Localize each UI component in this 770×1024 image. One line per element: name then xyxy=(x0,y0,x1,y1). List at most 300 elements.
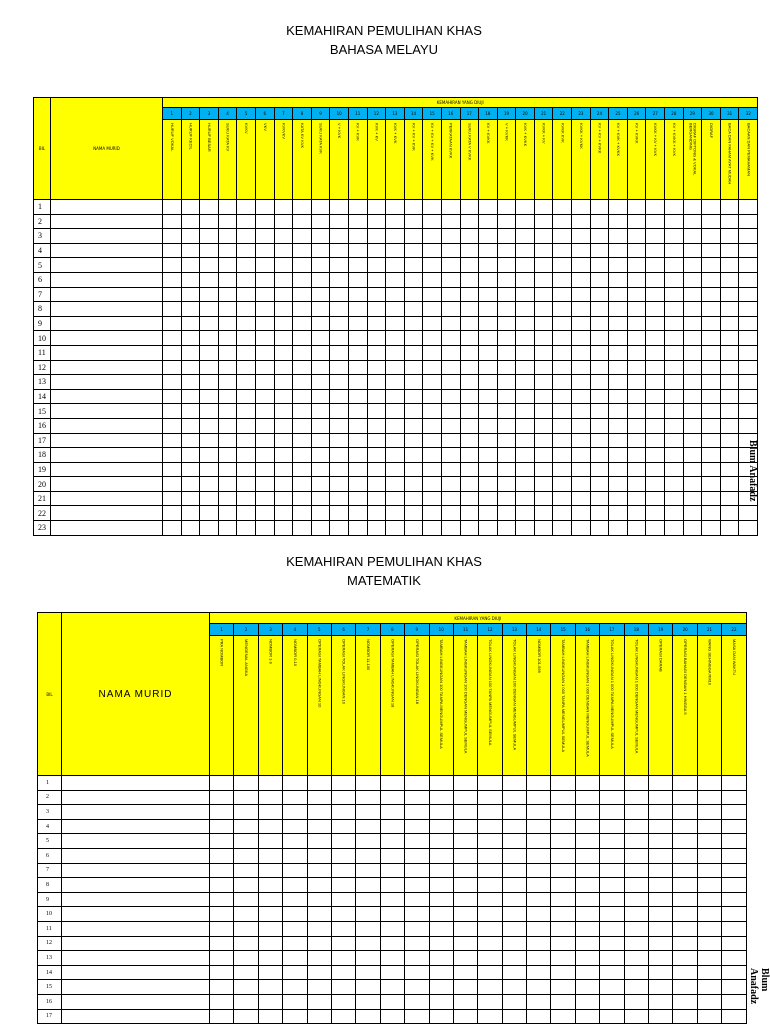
skill-mark-cell[interactable] xyxy=(460,506,479,521)
skill-mark-cell[interactable] xyxy=(255,258,274,273)
student-name-cell[interactable] xyxy=(51,491,163,506)
skill-mark-cell[interactable] xyxy=(331,907,355,922)
skill-mark-cell[interactable] xyxy=(478,776,502,791)
skill-mark-cell[interactable] xyxy=(441,418,460,433)
student-name-cell[interactable] xyxy=(51,462,163,477)
skill-mark-cell[interactable] xyxy=(649,863,673,878)
student-name-cell[interactable] xyxy=(62,776,210,791)
skill-mark-cell[interactable] xyxy=(649,1009,673,1024)
student-name-cell[interactable] xyxy=(62,1009,210,1024)
skill-mark-cell[interactable] xyxy=(646,316,665,331)
skill-mark-cell[interactable] xyxy=(386,229,405,244)
skill-mark-cell[interactable] xyxy=(274,462,293,477)
skill-mark-cell[interactable] xyxy=(307,907,331,922)
skill-mark-cell[interactable] xyxy=(534,404,553,419)
skill-mark-cell[interactable] xyxy=(478,921,502,936)
skill-mark-cell[interactable] xyxy=(405,776,429,791)
skill-mark-cell[interactable] xyxy=(404,287,423,302)
skill-mark-cell[interactable] xyxy=(405,878,429,893)
skill-mark-cell[interactable] xyxy=(527,776,551,791)
skill-mark-cell[interactable] xyxy=(331,834,355,849)
skill-mark-cell[interactable] xyxy=(739,302,758,317)
skill-mark-cell[interactable] xyxy=(551,921,575,936)
skill-mark-cell[interactable] xyxy=(516,331,535,346)
skill-mark-cell[interactable] xyxy=(237,491,256,506)
skill-mark-cell[interactable] xyxy=(331,936,355,951)
skill-mark-cell[interactable] xyxy=(234,776,258,791)
skill-mark-cell[interactable] xyxy=(575,805,599,820)
skill-mark-cell[interactable] xyxy=(683,229,702,244)
skill-mark-cell[interactable] xyxy=(646,287,665,302)
skill-mark-cell[interactable] xyxy=(293,316,312,331)
skill-mark-cell[interactable] xyxy=(453,994,477,1009)
skill-mark-cell[interactable] xyxy=(348,433,367,448)
skill-mark-cell[interactable] xyxy=(255,389,274,404)
skill-mark-cell[interactable] xyxy=(163,200,182,215)
skill-mark-cell[interactable] xyxy=(697,819,721,834)
skill-mark-cell[interactable] xyxy=(386,214,405,229)
skill-mark-cell[interactable] xyxy=(609,229,628,244)
skill-mark-cell[interactable] xyxy=(572,258,591,273)
skill-mark-cell[interactable] xyxy=(356,936,380,951)
skill-mark-cell[interactable] xyxy=(479,272,498,287)
skill-mark-cell[interactable] xyxy=(478,907,502,922)
skill-mark-cell[interactable] xyxy=(665,345,684,360)
skill-mark-cell[interactable] xyxy=(624,965,648,980)
skill-mark-cell[interactable] xyxy=(665,389,684,404)
skill-mark-cell[interactable] xyxy=(720,287,739,302)
skill-mark-cell[interactable] xyxy=(429,994,453,1009)
skill-mark-cell[interactable] xyxy=(478,863,502,878)
skill-mark-cell[interactable] xyxy=(497,521,516,536)
skill-mark-cell[interactable] xyxy=(609,345,628,360)
skill-mark-cell[interactable] xyxy=(307,921,331,936)
skill-mark-cell[interactable] xyxy=(502,994,526,1009)
skill-mark-cell[interactable] xyxy=(460,287,479,302)
skill-mark-cell[interactable] xyxy=(293,229,312,244)
skill-mark-cell[interactable] xyxy=(479,418,498,433)
skill-mark-cell[interactable] xyxy=(624,878,648,893)
skill-mark-cell[interactable] xyxy=(553,462,572,477)
skill-mark-cell[interactable] xyxy=(720,375,739,390)
skill-mark-cell[interactable] xyxy=(218,462,237,477)
skill-mark-cell[interactable] xyxy=(627,258,646,273)
skill-mark-cell[interactable] xyxy=(210,907,234,922)
skill-mark-cell[interactable] xyxy=(553,521,572,536)
skill-mark-cell[interactable] xyxy=(181,287,200,302)
skill-mark-cell[interactable] xyxy=(479,477,498,492)
skill-mark-cell[interactable] xyxy=(527,848,551,863)
skill-mark-cell[interactable] xyxy=(386,331,405,346)
skill-mark-cell[interactable] xyxy=(258,834,282,849)
skill-mark-cell[interactable] xyxy=(527,790,551,805)
student-name-cell[interactable] xyxy=(51,243,163,258)
skill-mark-cell[interactable] xyxy=(356,834,380,849)
skill-mark-cell[interactable] xyxy=(516,418,535,433)
skill-mark-cell[interactable] xyxy=(627,389,646,404)
skill-mark-cell[interactable] xyxy=(702,243,721,258)
skill-mark-cell[interactable] xyxy=(600,980,624,995)
skill-mark-cell[interactable] xyxy=(237,316,256,331)
skill-mark-cell[interactable] xyxy=(405,936,429,951)
skill-mark-cell[interactable] xyxy=(697,848,721,863)
student-name-cell[interactable] xyxy=(51,418,163,433)
skill-mark-cell[interactable] xyxy=(502,980,526,995)
skill-mark-cell[interactable] xyxy=(331,965,355,980)
skill-mark-cell[interactable] xyxy=(627,506,646,521)
skill-mark-cell[interactable] xyxy=(429,951,453,966)
skill-mark-cell[interactable] xyxy=(404,506,423,521)
skill-mark-cell[interactable] xyxy=(646,214,665,229)
skill-mark-cell[interactable] xyxy=(479,302,498,317)
skill-mark-cell[interactable] xyxy=(331,980,355,995)
skill-mark-cell[interactable] xyxy=(502,892,526,907)
skill-mark-cell[interactable] xyxy=(367,433,386,448)
skill-mark-cell[interactable] xyxy=(163,214,182,229)
skill-mark-cell[interactable] xyxy=(404,258,423,273)
skill-mark-cell[interactable] xyxy=(380,994,404,1009)
skill-mark-cell[interactable] xyxy=(330,200,349,215)
skill-mark-cell[interactable] xyxy=(404,214,423,229)
skill-mark-cell[interactable] xyxy=(590,418,609,433)
skill-mark-cell[interactable] xyxy=(453,848,477,863)
skill-mark-cell[interactable] xyxy=(497,200,516,215)
skill-mark-cell[interactable] xyxy=(404,477,423,492)
skill-mark-cell[interactable] xyxy=(356,819,380,834)
skill-mark-cell[interactable] xyxy=(551,805,575,820)
skill-mark-cell[interactable] xyxy=(423,404,442,419)
skill-mark-cell[interactable] xyxy=(479,360,498,375)
skill-mark-cell[interactable] xyxy=(441,389,460,404)
skill-mark-cell[interactable] xyxy=(553,287,572,302)
skill-mark-cell[interactable] xyxy=(380,790,404,805)
skill-mark-cell[interactable] xyxy=(441,229,460,244)
skill-mark-cell[interactable] xyxy=(665,258,684,273)
skill-mark-cell[interactable] xyxy=(527,834,551,849)
skill-mark-cell[interactable] xyxy=(218,229,237,244)
skill-mark-cell[interactable] xyxy=(423,272,442,287)
skill-mark-cell[interactable] xyxy=(404,331,423,346)
skill-mark-cell[interactable] xyxy=(739,375,758,390)
skill-mark-cell[interactable] xyxy=(702,418,721,433)
skill-mark-cell[interactable] xyxy=(404,229,423,244)
skill-mark-cell[interactable] xyxy=(702,521,721,536)
skill-mark-cell[interactable] xyxy=(649,790,673,805)
skill-mark-cell[interactable] xyxy=(210,980,234,995)
skill-mark-cell[interactable] xyxy=(200,258,219,273)
skill-mark-cell[interactable] xyxy=(575,848,599,863)
skill-mark-cell[interactable] xyxy=(590,360,609,375)
skill-mark-cell[interactable] xyxy=(720,200,739,215)
skill-mark-cell[interactable] xyxy=(181,360,200,375)
skill-mark-cell[interactable] xyxy=(527,1009,551,1024)
skill-mark-cell[interactable] xyxy=(356,790,380,805)
skill-mark-cell[interactable] xyxy=(330,272,349,287)
skill-mark-cell[interactable] xyxy=(575,892,599,907)
skill-mark-cell[interactable] xyxy=(163,418,182,433)
skill-mark-cell[interactable] xyxy=(404,389,423,404)
skill-mark-cell[interactable] xyxy=(386,345,405,360)
student-name-cell[interactable] xyxy=(62,863,210,878)
skill-mark-cell[interactable] xyxy=(590,477,609,492)
skill-mark-cell[interactable] xyxy=(367,243,386,258)
skill-mark-cell[interactable] xyxy=(367,331,386,346)
skill-mark-cell[interactable] xyxy=(646,404,665,419)
skill-mark-cell[interactable] xyxy=(551,819,575,834)
skill-mark-cell[interactable] xyxy=(479,345,498,360)
skill-mark-cell[interactable] xyxy=(673,965,697,980)
skill-mark-cell[interactable] xyxy=(665,272,684,287)
skill-mark-cell[interactable] xyxy=(348,375,367,390)
skill-mark-cell[interactable] xyxy=(497,462,516,477)
skill-mark-cell[interactable] xyxy=(551,863,575,878)
skill-mark-cell[interactable] xyxy=(627,433,646,448)
skill-mark-cell[interactable] xyxy=(330,404,349,419)
skill-mark-cell[interactable] xyxy=(311,375,330,390)
skill-mark-cell[interactable] xyxy=(624,907,648,922)
skill-mark-cell[interactable] xyxy=(609,506,628,521)
skill-mark-cell[interactable] xyxy=(627,521,646,536)
skill-mark-cell[interactable] xyxy=(551,1009,575,1024)
skill-mark-cell[interactable] xyxy=(423,433,442,448)
skill-mark-cell[interactable] xyxy=(516,214,535,229)
skill-mark-cell[interactable] xyxy=(720,418,739,433)
skill-mark-cell[interactable] xyxy=(386,418,405,433)
skill-mark-cell[interactable] xyxy=(386,448,405,463)
skill-mark-cell[interactable] xyxy=(609,375,628,390)
skill-mark-cell[interactable] xyxy=(311,229,330,244)
skill-mark-cell[interactable] xyxy=(237,331,256,346)
skill-mark-cell[interactable] xyxy=(380,921,404,936)
skill-mark-cell[interactable] xyxy=(423,316,442,331)
skill-mark-cell[interactable] xyxy=(590,375,609,390)
skill-mark-cell[interactable] xyxy=(331,790,355,805)
skill-mark-cell[interactable] xyxy=(478,994,502,1009)
skill-mark-cell[interactable] xyxy=(590,521,609,536)
skill-mark-cell[interactable] xyxy=(181,302,200,317)
skill-mark-cell[interactable] xyxy=(575,1009,599,1024)
skill-mark-cell[interactable] xyxy=(624,819,648,834)
skill-mark-cell[interactable] xyxy=(200,287,219,302)
skill-mark-cell[interactable] xyxy=(624,834,648,849)
skill-mark-cell[interactable] xyxy=(553,433,572,448)
skill-mark-cell[interactable] xyxy=(237,477,256,492)
skill-mark-cell[interactable] xyxy=(624,776,648,791)
skill-mark-cell[interactable] xyxy=(218,214,237,229)
skill-mark-cell[interactable] xyxy=(649,848,673,863)
skill-mark-cell[interactable] xyxy=(181,243,200,258)
skill-mark-cell[interactable] xyxy=(210,819,234,834)
skill-mark-cell[interactable] xyxy=(367,200,386,215)
skill-mark-cell[interactable] xyxy=(665,331,684,346)
skill-mark-cell[interactable] xyxy=(572,521,591,536)
skill-mark-cell[interactable] xyxy=(348,404,367,419)
skill-mark-cell[interactable] xyxy=(330,345,349,360)
skill-mark-cell[interactable] xyxy=(739,258,758,273)
skill-mark-cell[interactable] xyxy=(386,404,405,419)
skill-mark-cell[interactable] xyxy=(255,477,274,492)
skill-mark-cell[interactable] xyxy=(460,477,479,492)
skill-mark-cell[interactable] xyxy=(429,892,453,907)
skill-mark-cell[interactable] xyxy=(405,863,429,878)
skill-mark-cell[interactable] xyxy=(575,819,599,834)
skill-mark-cell[interactable] xyxy=(283,776,307,791)
skill-mark-cell[interactable] xyxy=(441,316,460,331)
skill-mark-cell[interactable] xyxy=(516,258,535,273)
skill-mark-cell[interactable] xyxy=(527,936,551,951)
skill-mark-cell[interactable] xyxy=(649,951,673,966)
skill-mark-cell[interactable] xyxy=(702,345,721,360)
skill-mark-cell[interactable] xyxy=(386,389,405,404)
skill-mark-cell[interactable] xyxy=(646,506,665,521)
skill-mark-cell[interactable] xyxy=(367,258,386,273)
skill-mark-cell[interactable] xyxy=(516,375,535,390)
skill-mark-cell[interactable] xyxy=(665,477,684,492)
skill-mark-cell[interactable] xyxy=(497,418,516,433)
skill-mark-cell[interactable] xyxy=(739,243,758,258)
skill-mark-cell[interactable] xyxy=(307,776,331,791)
skill-mark-cell[interactable] xyxy=(274,389,293,404)
skill-mark-cell[interactable] xyxy=(527,892,551,907)
skill-mark-cell[interactable] xyxy=(274,272,293,287)
skill-mark-cell[interactable] xyxy=(255,272,274,287)
skill-mark-cell[interactable] xyxy=(697,790,721,805)
skill-mark-cell[interactable] xyxy=(441,506,460,521)
skill-mark-cell[interactable] xyxy=(423,331,442,346)
skill-mark-cell[interactable] xyxy=(293,360,312,375)
skill-mark-cell[interactable] xyxy=(255,200,274,215)
skill-mark-cell[interactable] xyxy=(553,404,572,419)
skill-mark-cell[interactable] xyxy=(237,229,256,244)
skill-mark-cell[interactable] xyxy=(553,214,572,229)
skill-mark-cell[interactable] xyxy=(460,418,479,433)
skill-mark-cell[interactable] xyxy=(311,258,330,273)
skill-mark-cell[interactable] xyxy=(600,1009,624,1024)
skill-mark-cell[interactable] xyxy=(722,994,747,1009)
skill-mark-cell[interactable] xyxy=(356,994,380,1009)
skill-mark-cell[interactable] xyxy=(534,506,553,521)
skill-mark-cell[interactable] xyxy=(453,980,477,995)
skill-mark-cell[interactable] xyxy=(404,272,423,287)
skill-mark-cell[interactable] xyxy=(551,965,575,980)
skill-mark-cell[interactable] xyxy=(293,433,312,448)
skill-mark-cell[interactable] xyxy=(720,331,739,346)
skill-mark-cell[interactable] xyxy=(331,878,355,893)
skill-mark-cell[interactable] xyxy=(234,878,258,893)
skill-mark-cell[interactable] xyxy=(590,462,609,477)
skill-mark-cell[interactable] xyxy=(356,848,380,863)
skill-mark-cell[interactable] xyxy=(646,491,665,506)
skill-mark-cell[interactable] xyxy=(386,272,405,287)
skill-mark-cell[interactable] xyxy=(453,878,477,893)
skill-mark-cell[interactable] xyxy=(453,834,477,849)
skill-mark-cell[interactable] xyxy=(423,229,442,244)
skill-mark-cell[interactable] xyxy=(600,790,624,805)
skill-mark-cell[interactable] xyxy=(572,462,591,477)
skill-mark-cell[interactable] xyxy=(572,375,591,390)
skill-mark-cell[interactable] xyxy=(683,360,702,375)
skill-mark-cell[interactable] xyxy=(200,477,219,492)
skill-mark-cell[interactable] xyxy=(218,418,237,433)
skill-mark-cell[interactable] xyxy=(683,389,702,404)
skill-mark-cell[interactable] xyxy=(386,506,405,521)
skill-mark-cell[interactable] xyxy=(673,936,697,951)
skill-mark-cell[interactable] xyxy=(307,805,331,820)
skill-mark-cell[interactable] xyxy=(380,951,404,966)
skill-mark-cell[interactable] xyxy=(553,375,572,390)
skill-mark-cell[interactable] xyxy=(534,345,553,360)
skill-mark-cell[interactable] xyxy=(665,462,684,477)
skill-mark-cell[interactable] xyxy=(572,491,591,506)
skill-mark-cell[interactable] xyxy=(348,418,367,433)
skill-mark-cell[interactable] xyxy=(404,243,423,258)
skill-mark-cell[interactable] xyxy=(218,345,237,360)
skill-mark-cell[interactable] xyxy=(293,448,312,463)
skill-mark-cell[interactable] xyxy=(502,776,526,791)
skill-mark-cell[interactable] xyxy=(200,375,219,390)
skill-mark-cell[interactable] xyxy=(258,951,282,966)
skill-mark-cell[interactable] xyxy=(627,375,646,390)
skill-mark-cell[interactable] xyxy=(429,921,453,936)
skill-mark-cell[interactable] xyxy=(255,214,274,229)
skill-mark-cell[interactable] xyxy=(181,331,200,346)
skill-mark-cell[interactable] xyxy=(497,448,516,463)
skill-mark-cell[interactable] xyxy=(386,521,405,536)
skill-mark-cell[interactable] xyxy=(237,345,256,360)
skill-mark-cell[interactable] xyxy=(218,272,237,287)
student-name-cell[interactable] xyxy=(51,448,163,463)
skill-mark-cell[interactable] xyxy=(534,360,553,375)
skill-mark-cell[interactable] xyxy=(311,345,330,360)
skill-mark-cell[interactable] xyxy=(497,272,516,287)
skill-mark-cell[interactable] xyxy=(590,316,609,331)
skill-mark-cell[interactable] xyxy=(429,907,453,922)
skill-mark-cell[interactable] xyxy=(460,345,479,360)
skill-mark-cell[interactable] xyxy=(497,345,516,360)
skill-mark-cell[interactable] xyxy=(163,258,182,273)
skill-mark-cell[interactable] xyxy=(386,491,405,506)
skill-mark-cell[interactable] xyxy=(274,404,293,419)
skill-mark-cell[interactable] xyxy=(181,229,200,244)
skill-mark-cell[interactable] xyxy=(697,951,721,966)
skill-mark-cell[interactable] xyxy=(460,448,479,463)
skill-mark-cell[interactable] xyxy=(404,462,423,477)
skill-mark-cell[interactable] xyxy=(405,819,429,834)
skill-mark-cell[interactable] xyxy=(274,491,293,506)
skill-mark-cell[interactable] xyxy=(441,214,460,229)
skill-mark-cell[interactable] xyxy=(702,389,721,404)
skill-mark-cell[interactable] xyxy=(497,287,516,302)
skill-mark-cell[interactable] xyxy=(702,229,721,244)
skill-mark-cell[interactable] xyxy=(405,994,429,1009)
skill-mark-cell[interactable] xyxy=(307,790,331,805)
skill-mark-cell[interactable] xyxy=(441,477,460,492)
skill-mark-cell[interactable] xyxy=(497,477,516,492)
skill-mark-cell[interactable] xyxy=(181,433,200,448)
student-name-cell[interactable] xyxy=(62,980,210,995)
skill-mark-cell[interactable] xyxy=(575,951,599,966)
skill-mark-cell[interactable] xyxy=(553,477,572,492)
skill-mark-cell[interactable] xyxy=(367,448,386,463)
skill-mark-cell[interactable] xyxy=(274,521,293,536)
skill-mark-cell[interactable] xyxy=(460,462,479,477)
skill-mark-cell[interactable] xyxy=(283,907,307,922)
skill-mark-cell[interactable] xyxy=(255,229,274,244)
skill-mark-cell[interactable] xyxy=(534,200,553,215)
skill-mark-cell[interactable] xyxy=(255,331,274,346)
skill-mark-cell[interactable] xyxy=(386,287,405,302)
skill-mark-cell[interactable] xyxy=(348,331,367,346)
